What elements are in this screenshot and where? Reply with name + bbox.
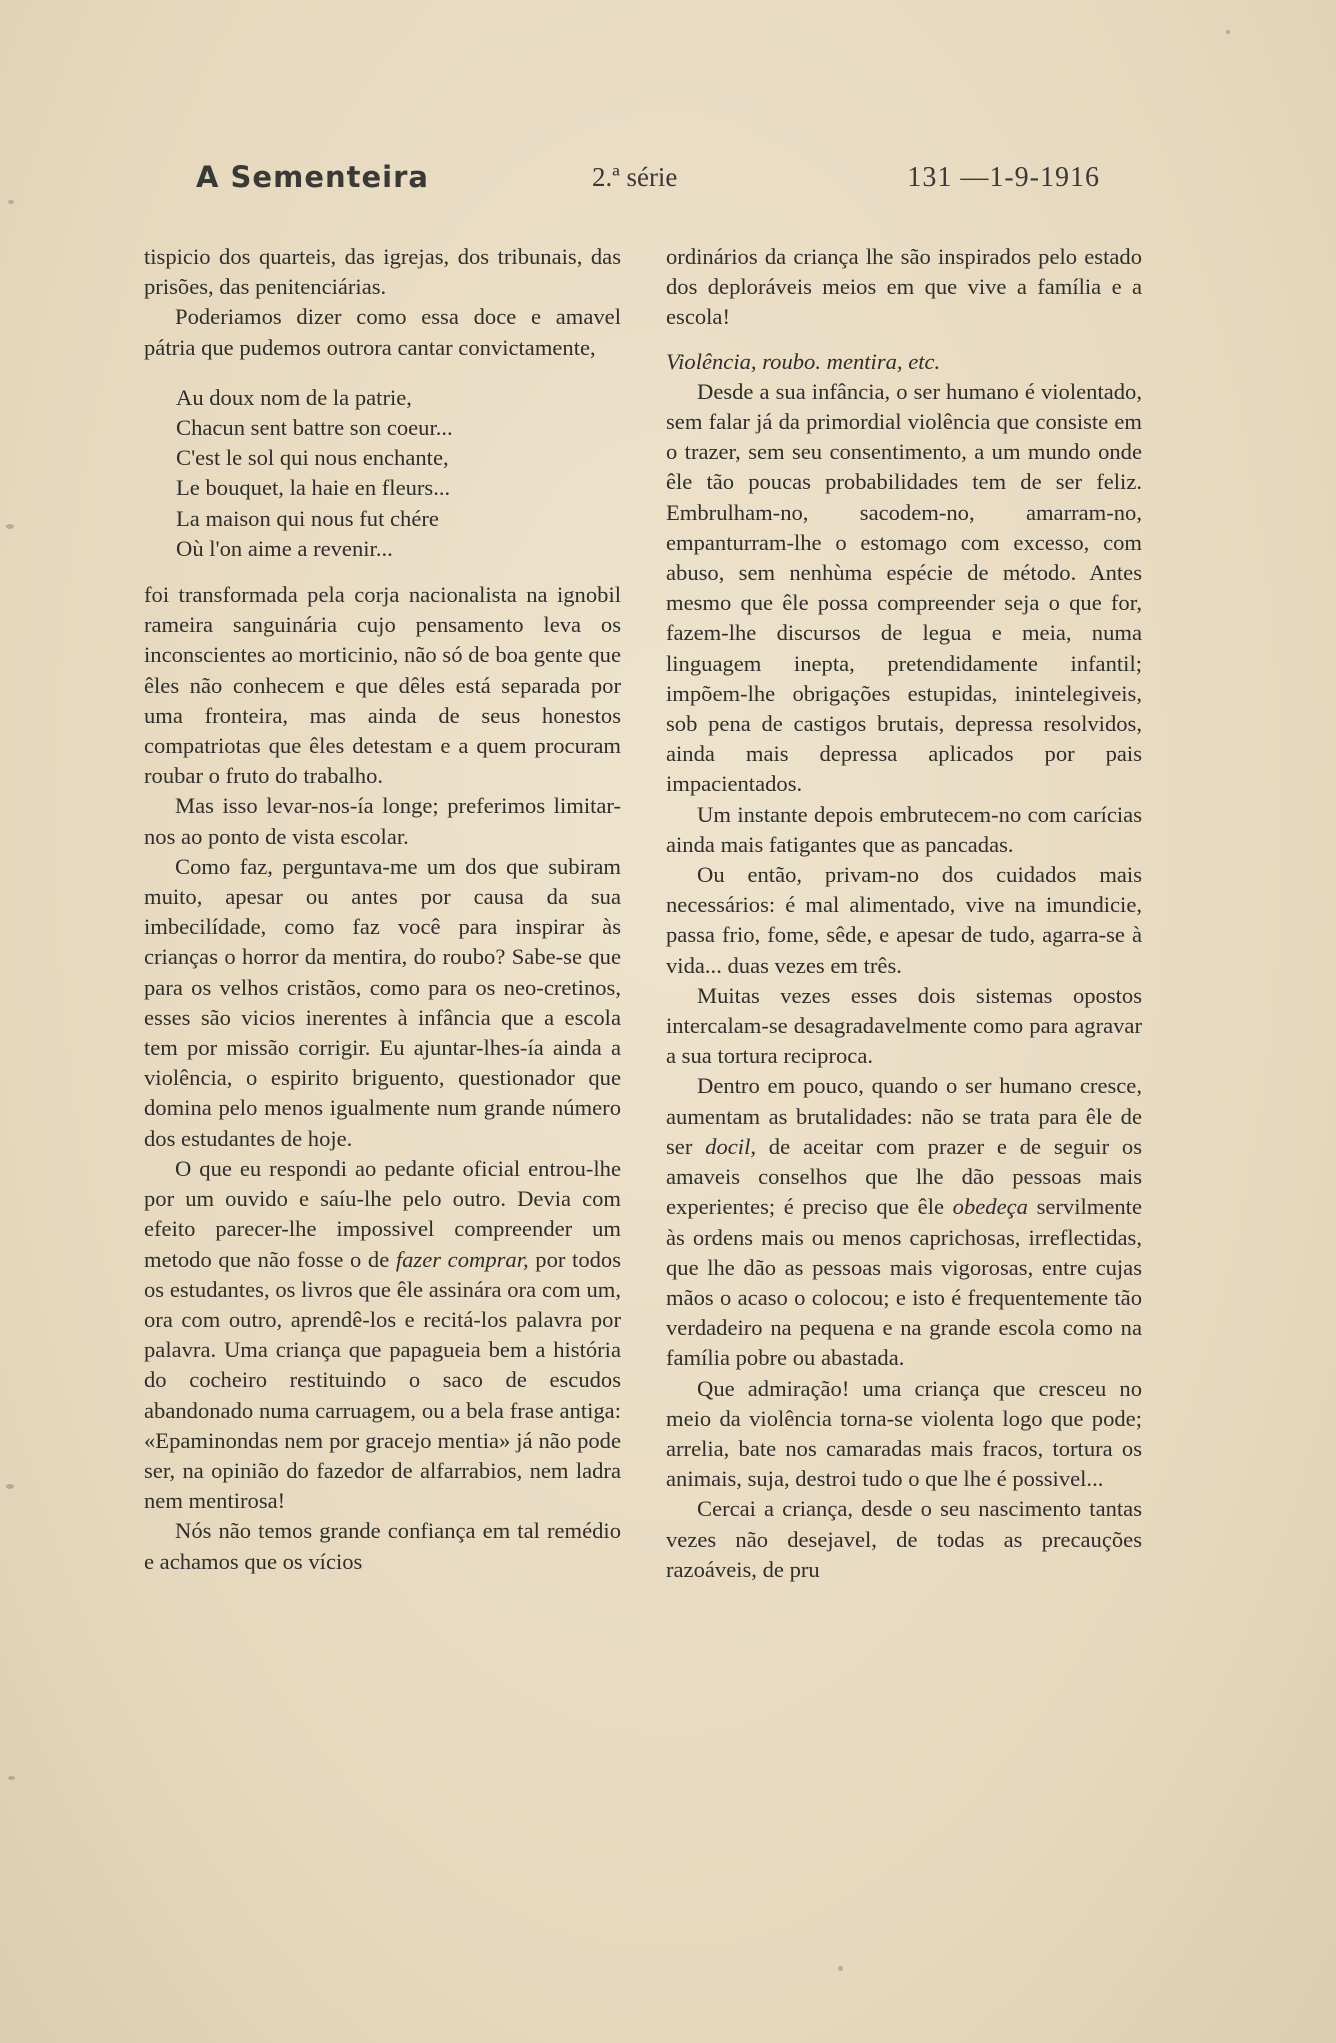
- paper-speck: [8, 1776, 15, 1780]
- verse-line: Où l'on aime a revenir...: [176, 535, 393, 561]
- paper-speck: [8, 200, 14, 204]
- paragraph: Cercai a criança, desde o seu nascimento tantas vezes não desejavel, de todas as precauções razoáveis, de pru: [666, 1496, 1142, 1582]
- verse-line: Au doux nom de la patrie,: [176, 384, 412, 410]
- paragraph: [666, 1071, 1142, 1373]
- verse-quote: [176, 383, 621, 564]
- text-run: servilmente às ordens mais ou menos caprichosas, irreflectidas, que lhe dão as pessoas mais vigorosas, entre cujas mãos o acaso o colocou; e isto é frequentemente tão verdadeiro na pequena e na grande escola como na família pobre ou abastada.: [666, 1194, 1142, 1371]
- paragraph: foi transformada pela corja nacionalista na ignobil rameira sanguinária cujo pensamento leva os inconscientes ao morticinio, não só de boa gente que êles não conhecem e que dêles está separada por uma fronteira, mas ainda de seus honestos compatriotas que êles detestam e a quem procuram roubar o fruto do trabalho.: [144, 582, 621, 789]
- emphasis: docil,: [705, 1133, 756, 1159]
- paragraph: Muitas vezes esses dois sistemas opostos intercalam-se desagradavelmente como para agravar a sua tortura reciproca.: [666, 982, 1142, 1069]
- paragraph: Nós não temos grande confiança em tal remédio e achamos que os vícios: [144, 1518, 621, 1574]
- paragraph: Que admiração! uma criança que cresceu no meio da violência torna-se violenta logo que pode; arrelia, bate nos camaradas mais fracos, tortura os animais, suja, destroi tudo o que lhe é possivel...: [666, 1375, 1142, 1492]
- series-label: 2.ª série: [592, 162, 678, 192]
- text-run: O que eu respondi ao pedante oficial entrou-lhe por um ouvido e saíu-lhe pelo outro. Devia com efeito parecer-lhe impossivel compreender um metodo que não fosse o de: [144, 1155, 621, 1272]
- journal-title: A Sementeira: [196, 160, 429, 194]
- paper-speck: [838, 1966, 843, 1971]
- verse-line: La maison qui nous fut chére: [176, 505, 439, 531]
- paragraph: Mas isso levar-nos-ía longe; preferimos limitar-nos ao ponto de vista escolar.: [144, 793, 621, 849]
- paragraph: Ou então, privam-no dos cuidados mais necessários: é mal alimentado, vive na imundicie, passa frio, fome, sêde, e apesar de tudo, agarra-se à vida... duas vezes em três.: [666, 862, 1142, 978]
- text-run: Dentro em pouco, quando o ser humano cresce, aumentam as brutalidades: não se trata para êle de ser: [666, 1073, 1142, 1159]
- emphasis: fazer comprar,: [395, 1246, 529, 1272]
- paragraph: ordinários da criança lhe são inspirados pelo estado dos deploráveis meios em que vive a família e a escola!: [666, 244, 1142, 330]
- issue-date: 131 —1-9-1916: [907, 162, 1100, 193]
- paper-speck: [6, 524, 14, 529]
- text-run: de aceitar com prazer e de seguir os amaveis conselhos que lhe dão pessoas mais experientes; é preciso que êle: [666, 1133, 1142, 1220]
- paragraph: [144, 1154, 621, 1516]
- section-subheading: Violência, roubo. mentira, etc.: [666, 348, 941, 374]
- page-header: [196, 160, 1100, 200]
- paragraph: tispicio dos quarteis, das igrejas, dos tribunais, das prisões, das penitenciárias.: [144, 244, 621, 300]
- emphasis: obedeça: [952, 1194, 1028, 1220]
- paper-speck: [1226, 30, 1230, 34]
- paragraph: Um instante depois embrutecem-no com carícias ainda mais fatigantes que as pancadas.: [666, 801, 1142, 857]
- paragraph: Como faz, perguntava-me um dos que subiram muito, apesar ou antes por causa da sua imbecilídade, como faz você para inspirar às crianças o horror da mentira, do roubo? Sabe-se que para os velhos cristãos, como para os neo-cretinos, esses são vicios inerentes à infância que a escola tem por missão corrigir. Eu ajuntar-lhes-ía ainda a violência, o espirito briguento, questionador que domina pelo menos igualmente num grande número dos estudantes de hoje.: [144, 853, 621, 1151]
- verse-line: C'est le sol qui nous enchante,: [176, 445, 449, 471]
- verse-line: Le bouquet, la haie en fleurs...: [176, 475, 451, 501]
- text-run: por todos os estudantes, os livros que êle assinára ora com um, ora com outro, aprendê-los e recitá-los palavra por palavra. Uma criança que papagueia bem a história do cocheiro restituindo o saco de escudos abandonado numa carruagem, ou a bela frase antiga: «Epaminondas nem por gracejo mentia» já não pode ser, na opinião do fazedor de alfarrabios, nem ladra nem mentirosa!: [144, 1246, 621, 1514]
- right-column: [666, 242, 1142, 1585]
- left-column: [144, 242, 621, 1577]
- paragraph: Desde a sua infância, o ser humano é violentado, sem falar já da primordial violência que consiste em o trazer, sem seu consentimento, a um mundo onde êle tão poucas probabilidades tem de ser feliz. Embrulham-no, sacodem-no, amarram-no, empanturram-lhe o estomago com excesso, com abuso, sem nenhùma espécie de método. Antes mesmo que êle possa compreender seja o que for, fazem-lhe discursos de legua e meia, numa linguagem inepta, pretendidamente infantil; impõem-lhe obrigações estupidas, inintelegiveis, sob pena de castigos brutais, depressa resolvidos, ainda mais depressa aplicados por pais impacientados.: [666, 378, 1142, 797]
- paper-speck: [6, 1484, 14, 1489]
- paragraph: Poderiamos dizer como essa doce e amavel pátria que pudemos outrora cantar convictamente,: [144, 304, 621, 360]
- verse-line: Chacun sent battre son coeur...: [176, 415, 453, 441]
